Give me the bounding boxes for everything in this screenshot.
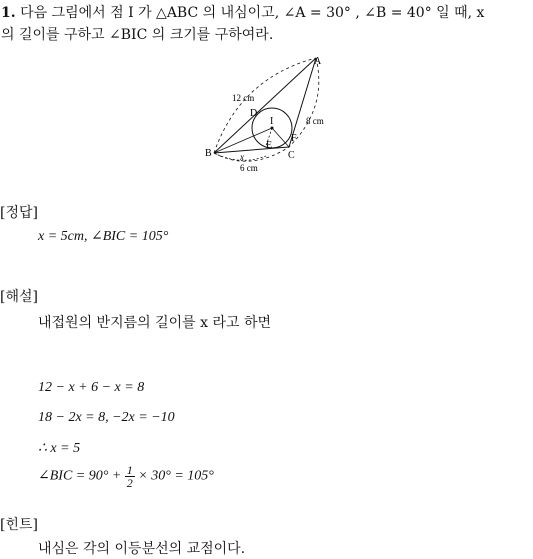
question-text-2: 의 길이를 구하고 ∠BIC 의 크기를 구하여라.	[1, 27, 274, 43]
label-ac-length: 8 cm	[306, 116, 324, 126]
label-d: D	[250, 108, 258, 119]
hint-heading: [힌트]	[0, 517, 38, 533]
explanation-intro: 내접원의 반지름의 길이를 x 라고 하면	[38, 315, 272, 331]
fraction-one-half	[125, 464, 135, 489]
fraction-denominator: 2	[126, 476, 133, 490]
label-bc-length: 6 cm	[240, 163, 258, 173]
answer-text: x = 5cm, ∠BIC = 105°	[38, 229, 169, 244]
equation-4	[38, 464, 214, 489]
equation-3: ∴ x = 5	[38, 441, 81, 456]
answer-heading: [정답]	[0, 205, 38, 221]
question-text-1: 다음 그림에서 점 I 가 △ABC 의 내심이고, ∠A = 30° , ∠B = 40° 일 때, x	[20, 5, 485, 21]
dimension-bc	[214, 147, 289, 161]
label-ab-length: 12 cm	[232, 93, 255, 103]
label-b: B	[205, 148, 212, 159]
label-e: E	[266, 140, 273, 151]
fraction-numerator: 1	[126, 463, 133, 477]
side-ab	[214, 58, 316, 153]
label-i: I	[270, 116, 274, 127]
label-f: F	[291, 133, 297, 144]
equation-4-suffix: × 30° = 105°	[138, 468, 214, 484]
equation-1: 12 − x + 6 − x = 8	[38, 380, 145, 395]
hint-text: 내심은 각의 이등분선의 교점이다.	[38, 541, 246, 557]
label-x: x	[240, 152, 244, 162]
question-number: 1.	[1, 5, 16, 21]
triangle-figure	[200, 50, 340, 180]
equation-2: 18 − 2x = 8, −2x = −10	[38, 410, 175, 425]
segment-ci	[272, 128, 289, 147]
question-line-1	[1, 2, 484, 24]
label-a: A	[314, 56, 322, 67]
label-c: C	[288, 150, 295, 161]
equation-4-prefix: ∠BIC = 90° +	[38, 468, 122, 484]
explanation-heading: [해설]	[0, 289, 38, 305]
